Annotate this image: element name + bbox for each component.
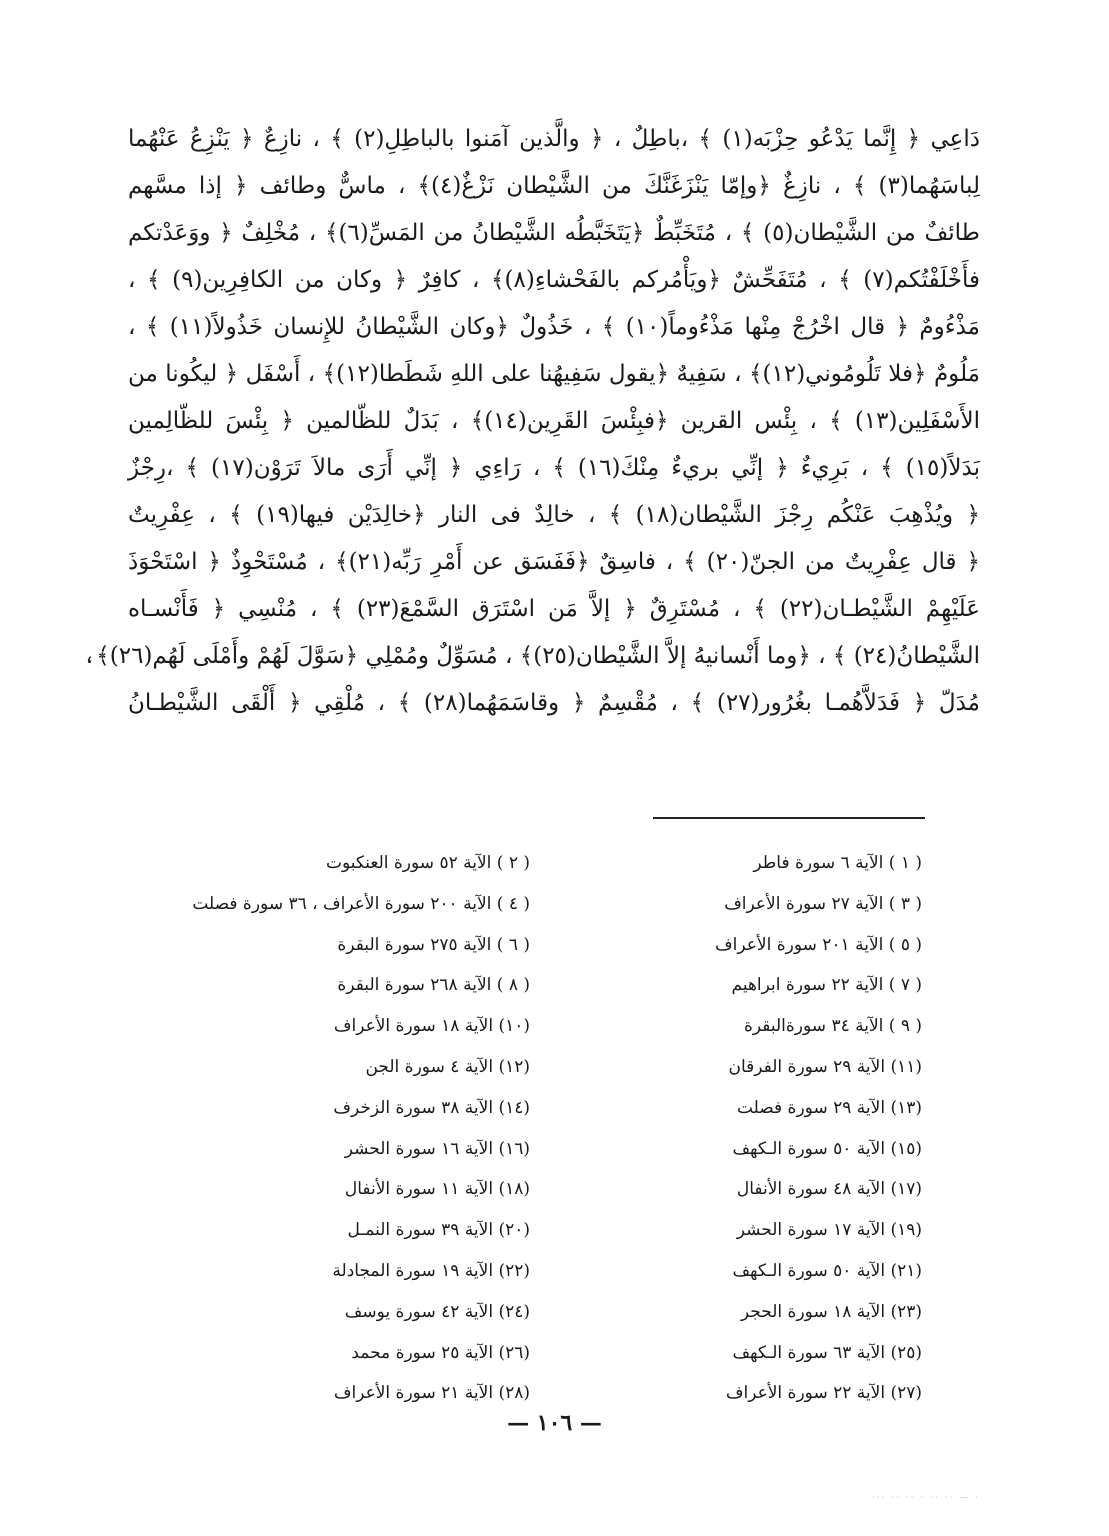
footnote: (١٥) الآية ٥٠ سورة الـكهف <box>732 1138 922 1159</box>
footnote: (١٤) الآية ٣٨ سورة الزخرف <box>333 1097 530 1118</box>
body-line: ﴿ ويُذْهِبَ عَنْكُم رِجْزَ الشَّيْطان(١٨) ﴾ ، خالِدٌ فى النار ﴿خالِدَيْن فيها(١٩) ﴾ ، عِفْرِيتٌ <box>128 502 980 528</box>
footnote: ( ٥ ) الآية ٢٠١ سورة الأعراف <box>715 934 922 955</box>
footnote: ( ٨ ) الآية ٢٦٨ سورة البقرة <box>337 975 530 996</box>
footnote: ( ٧ ) الآية ٢٢ سورة ابراهيم <box>731 975 922 996</box>
footnote: (٢٠) الآية ٣٩ سورة النمـل <box>347 1220 530 1241</box>
footnote: ( ٤ ) الآية ٢٠٠ سورة الأعراف ، ٣٦ سورة فصلت <box>192 893 530 914</box>
body-line: الأَسْفَلِين(١٣) ﴾ ، بِئْس القرين ﴿فبِئْسَ القَرِين(١٤)﴾ ، بَدَلٌ للظّالمين ﴿ بِئْسَ للظّالِمين <box>128 408 980 434</box>
footnote: (٢٦) الآية ٢٥ سورة محمد <box>351 1342 530 1363</box>
footnote: (١٨) الآية ١١ سورة الأنفال <box>344 1179 530 1200</box>
body-line: دَاعِي ﴿ إِنَّما يَدْعُو حِزْبَه(١) ﴾ ،باطِلٌ ، ﴿ والَّذين آمَنوا بالباطِلِ(٢) ﴾ ، نازِعٌ ﴿ يَنْزِعُ عَنْهُما <box>128 126 980 152</box>
footnote: ( ٣ ) الآية ٢٧ سورة الأعراف <box>724 893 922 914</box>
footnote: ( ٢ ) الآية ٥٢ سورة العنكبوت <box>325 853 530 873</box>
footnote: (١٣) الآية ٢٩ سورة فصلت <box>736 1097 922 1118</box>
body-line: طائفٌ من الشَّيْطان(٥) ﴾ ، مُتَخَبِّطٌ ﴿يَتَخَبَّطُه الشَّيْطانُ من المَسِّ(٦)﴾ ، مُخْلِفٌ ﴿ ووَعَدْتكم <box>128 220 980 246</box>
footnote: (٢٧) الآية ٢٢ سورة الأعراف <box>725 1383 922 1404</box>
body-line: مُدَلّ ﴿ فَدَلاَّهُمـا بغُرُور(٢٧) ﴾ ، مُقْسِمٌ ﴿ وقاسَمَهُما(٢٨) ﴾ ، مُلْقِي ﴿ أَلْقَى الشَّيْطـانُ <box>128 690 980 716</box>
footnote: (٢٨) الآية ٢١ سورة الأعراف <box>333 1383 530 1404</box>
scan-artifact: · — ·· ·· · ·· ·· ··· <box>871 1493 980 1503</box>
body-line: لِباسَهُما(٣) ﴾ ، نازِغٌ ﴿وإمّا يَنْزَغَنَّكَ من الشَّيْطان نَزْغٌ(٤)﴾ ، ماسٌّ وطائف ﴿ إذا مسَّهم <box>128 173 980 199</box>
body-line: ﴿ قال عِفْرِيتٌ من الجنّ(٢٠) ﴾ ، فاسِقٌ ﴿فَفَسَق عن أَمْرِ رَبِّه(٢١)﴾ ، مُسْتَحْوِذٌ ﴿ اسْتَحْوَذَ <box>128 549 980 575</box>
page-number: — ١٠٦ — <box>507 1410 602 1436</box>
body-line: عَلَيْهِمْ الشَّيْطـان(٢٢) ﴾ ، مُسْتَرِقٌ ﴿ إلاَّ مَن اسْتَرَق السَّمْعَ(٢٣) ﴾ ، مُنْسِي ﴿ فَأَنْسـاه <box>128 596 980 622</box>
body-line: مَلُومٌ ﴿فلا تَلُومُوني(١٢)﴾ ، سَفِيهٌ ﴿يقول سَفِيهُنا على اللهِ شَطَطا(١٢)﴾ ، أَسْفَل ﴿ ليكُونا من <box>128 361 980 387</box>
body-line: الشَّيْطانُ(٢٤) ﴾ ، ﴿وما أَنْسانيهُ إلاَّ الشَّيْطان(٢٥)﴾ ، مُسَوِّلٌ ومُمْلِي ﴿سَوَّلَ لَهُمْ وأَمْلَى لَهُم(٢٦)﴾، <box>82 643 980 669</box>
footnote: ( ٦ ) الآية ٢٧٥ سورة البقرة <box>337 934 530 955</box>
footnote-separator <box>653 817 925 819</box>
body-line: فأَخْلَفْتُكم(٧) ﴾ ، مُتَفَحِّشٌ ﴿ويَأْمُركم بالفَحْشاءِ(٨)﴾ ، كافِرٌ ﴿ وكان من الكافِرِين(٩) ﴾ ، <box>128 267 981 293</box>
footnote: (١٩) الآية ١٧ سورة الحشر <box>736 1220 922 1241</box>
footnote: (١٠) الآية ١٨ سورة الأعراف <box>333 1016 530 1037</box>
footnotes-even-column <box>100 843 530 1414</box>
footnote: ( ١ ) الآية ٦ سورة فاطر <box>753 853 922 873</box>
footnote: (٢٥) الآية ٦٣ سورة الـكهف <box>732 1342 922 1363</box>
footnote: (٢٢) الآية ١٩ سورة المجادلة <box>332 1260 530 1281</box>
body-line: بَدَلاً(١٥) ﴾ ، بَرِيءٌ ﴿ إنِّي بريءٌ مِنْكَ(١٦) ﴾ ، رَاءِي ﴿ إنِّي أَرَى مالاَ تَرَوْن(١٧) ﴾ ،رِجْزٌ <box>128 455 980 481</box>
footnote: (١٦) الآية ١٦ سورة الحشر <box>344 1138 530 1159</box>
footnote: (١٧) الآية ٤٨ سورة الأنفال <box>736 1179 922 1200</box>
footnote: (٢٤) الآية ٤٢ سورة يوسف <box>344 1301 530 1322</box>
body-text <box>82 116 981 727</box>
footnotes-odd-column <box>560 843 922 1414</box>
footnote: (١١) الآية ٢٩ سورة الفرقان <box>728 1056 922 1077</box>
footnote: (١٢) الآية ٤ سورة الجن <box>365 1056 530 1077</box>
footnote: (٢١) الآية ٥٠ سورة الـكهف <box>732 1260 922 1281</box>
footnote: ( ٩ ) الآية ٣٤ سورةالبقرة <box>743 1016 922 1037</box>
body-line: مَذْءُومٌ ﴿ قال اخْرُجْ مِنْها مَذْءُوماً(١٠) ﴾ ، خَذُولٌ ﴿وكان الشَّيْطانُ للإِنسان خَذُولاً(١١) ﴾ ، <box>128 314 980 340</box>
footnote: (٢٣) الآية ١٨ سورة الحجر <box>740 1301 922 1322</box>
